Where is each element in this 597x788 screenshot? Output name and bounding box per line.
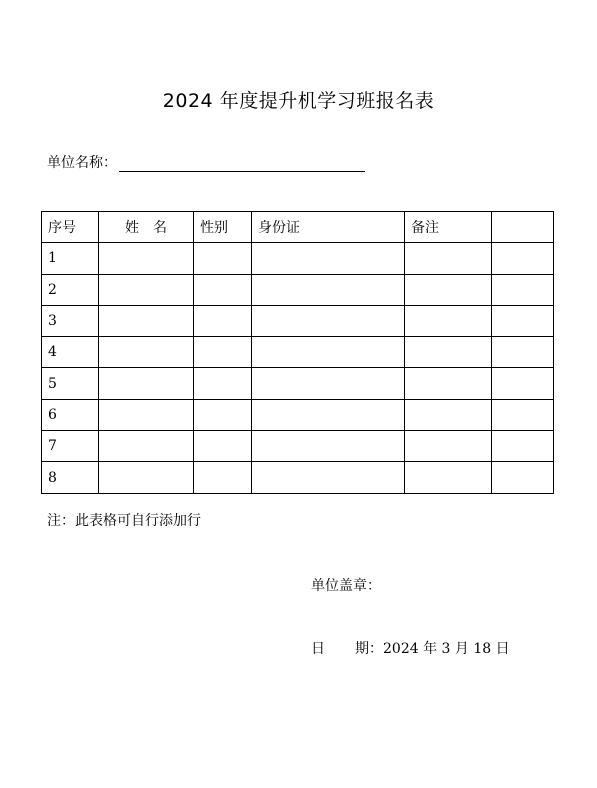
table-row	[42, 305, 554, 336]
table-header-row	[42, 212, 554, 243]
cell-serial-number: 5	[42, 368, 99, 399]
cell-serial-number: 2	[42, 274, 99, 305]
table-row	[42, 337, 554, 368]
cell-serial-number: 6	[42, 399, 99, 430]
cell-remarks[interactable]	[405, 399, 492, 430]
cell-name[interactable]	[99, 305, 194, 336]
unit-name-label: 单位名称：	[47, 155, 117, 171]
cell-remarks[interactable]	[405, 274, 492, 305]
cell-serial-number: 4	[42, 337, 99, 368]
cell-gender[interactable]	[194, 462, 252, 493]
cell-id-card[interactable]	[252, 274, 405, 305]
header-blank	[492, 212, 554, 243]
cell-gender[interactable]	[194, 305, 252, 336]
cell-remarks[interactable]	[405, 368, 492, 399]
cell-name[interactable]	[99, 431, 194, 462]
cell-blank[interactable]	[492, 431, 554, 462]
cell-name[interactable]	[99, 337, 194, 368]
cell-blank[interactable]	[492, 337, 554, 368]
cell-blank[interactable]	[492, 274, 554, 305]
header-gender: 性别	[194, 212, 252, 243]
cell-gender[interactable]	[194, 243, 252, 274]
cell-blank[interactable]	[492, 368, 554, 399]
cell-blank[interactable]	[492, 305, 554, 336]
cell-blank[interactable]	[492, 399, 554, 430]
cell-serial-number: 8	[42, 462, 99, 493]
table-row	[42, 462, 554, 493]
cell-name[interactable]	[99, 399, 194, 430]
unit-name-blank-line[interactable]	[119, 155, 365, 172]
table-row	[42, 243, 554, 274]
header-id-card: 身份证	[252, 212, 405, 243]
table-note: 注：此表格可自行添加行	[47, 513, 201, 529]
table-row	[42, 368, 554, 399]
cell-remarks[interactable]	[405, 243, 492, 274]
cell-id-card[interactable]	[252, 399, 405, 430]
date-label-second: 期：	[355, 641, 383, 657]
cell-name[interactable]	[99, 462, 194, 493]
cell-id-card[interactable]	[252, 462, 405, 493]
date-value: 2024 年 3 月 18 日	[383, 641, 510, 657]
date-row	[311, 638, 510, 658]
header-name: 姓 名	[99, 212, 194, 243]
cell-name[interactable]	[99, 274, 194, 305]
table-row	[42, 399, 554, 430]
cell-name[interactable]	[99, 243, 194, 274]
cell-gender[interactable]	[194, 431, 252, 462]
cell-id-card[interactable]	[252, 368, 405, 399]
cell-id-card[interactable]	[252, 337, 405, 368]
cell-gender[interactable]	[194, 274, 252, 305]
form-title: 2024 年度提升机学习班报名表	[162, 90, 435, 112]
cell-remarks[interactable]	[405, 462, 492, 493]
header-serial-number: 序号	[42, 212, 99, 243]
cell-id-card[interactable]	[252, 305, 405, 336]
table-row	[42, 274, 554, 305]
cell-serial-number: 7	[42, 431, 99, 462]
cell-serial-number: 1	[42, 243, 99, 274]
cell-gender[interactable]	[194, 337, 252, 368]
cell-blank[interactable]	[492, 462, 554, 493]
cell-gender[interactable]	[194, 368, 252, 399]
cell-id-card[interactable]	[252, 243, 405, 274]
date-label-first: 日	[311, 641, 325, 657]
registration-table	[41, 211, 554, 494]
unit-name-row	[47, 152, 365, 172]
cell-id-card[interactable]	[252, 431, 405, 462]
cell-serial-number: 3	[42, 305, 99, 336]
table-row	[42, 431, 554, 462]
cell-remarks[interactable]	[405, 337, 492, 368]
header-remarks: 备注	[405, 212, 492, 243]
cell-gender[interactable]	[194, 399, 252, 430]
cell-name[interactable]	[99, 368, 194, 399]
unit-seal-label: 单位盖章：	[311, 578, 381, 594]
cell-remarks[interactable]	[405, 305, 492, 336]
cell-remarks[interactable]	[405, 431, 492, 462]
cell-blank[interactable]	[492, 243, 554, 274]
